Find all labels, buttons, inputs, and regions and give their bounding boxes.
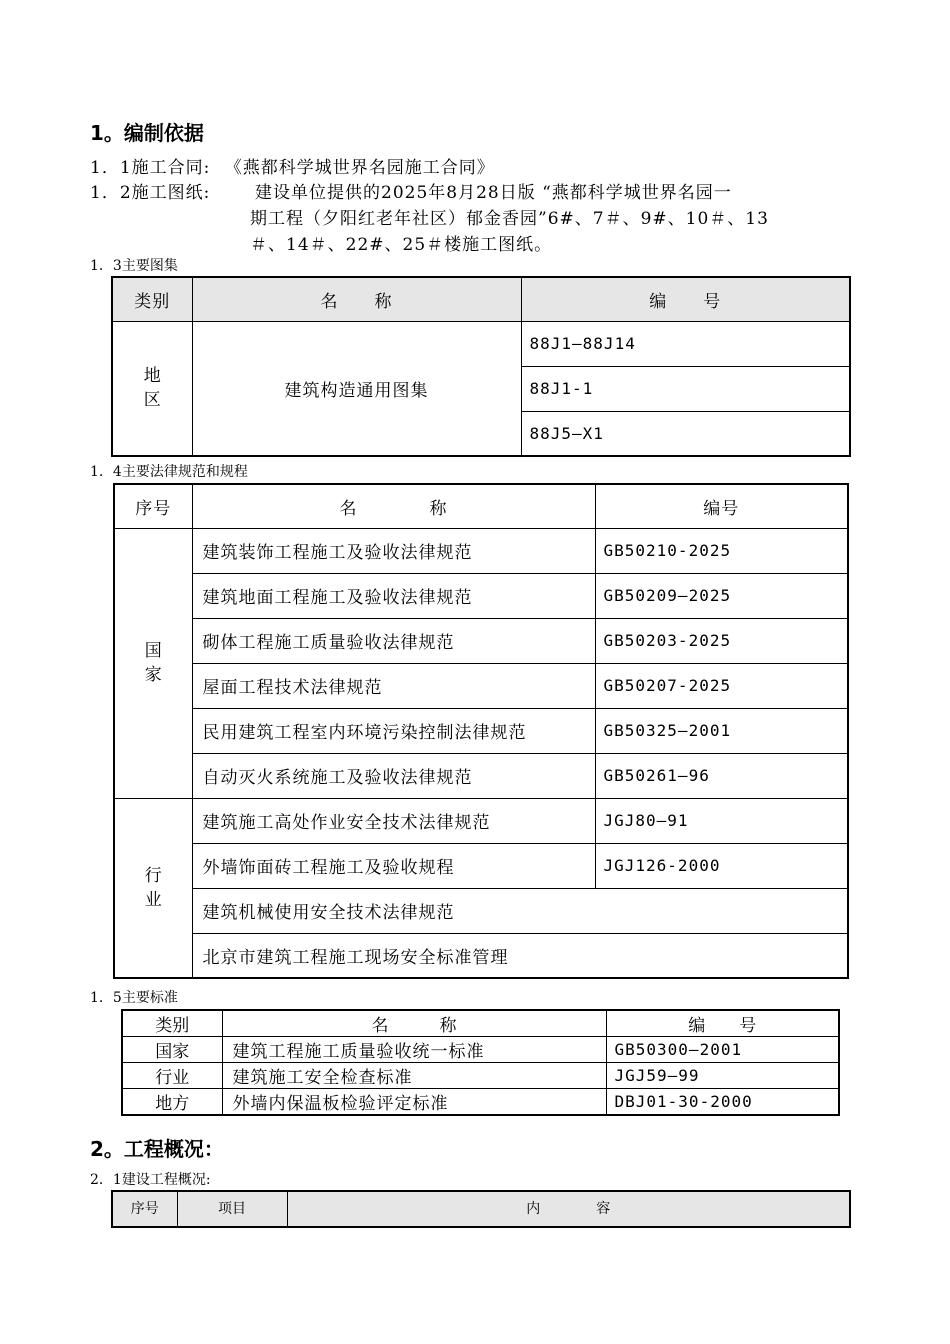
overview-header-content: 内 容	[287, 1191, 850, 1227]
atlas-name: 建筑构造通用图集	[192, 321, 521, 456]
table-row	[114, 798, 848, 843]
contract-label: 1．1施工合同:	[90, 158, 211, 178]
table-row	[114, 753, 848, 798]
laws-header-row	[114, 484, 848, 528]
laws-category-industry	[114, 798, 192, 978]
standards-table	[121, 1009, 840, 1116]
law-code: JGJ80—91	[595, 798, 848, 843]
atlas-header-name: 名 称	[192, 277, 521, 321]
overview-header-row	[112, 1191, 850, 1227]
law-name: 自动灭火系统施工及验收法律规范	[192, 753, 595, 798]
standards-header-name: 名 称	[222, 1010, 606, 1037]
drawings-text-line-2: 期工程（夕阳红老年社区）郁金香园”6#、7＃、9#、10＃、13	[250, 209, 769, 229]
law-code: GB50207-2025	[595, 663, 848, 708]
law-code: GB50210-2025	[595, 528, 848, 573]
law-name: 建筑机械使用安全技术法律规范	[192, 888, 848, 933]
standard-category: 地方	[122, 1089, 222, 1116]
standards-header-code: 编 号	[606, 1010, 839, 1037]
law-name: 北京市建筑工程施工现场安全标准管理	[192, 933, 848, 978]
table-row	[114, 843, 848, 888]
law-name: 建筑地面工程施工及验收法律规范	[192, 573, 595, 618]
law-name: 屋面工程技术法律规范	[192, 663, 595, 708]
drawings-text-line-3: ＃、14＃、22#、25＃楼施工图纸。	[250, 235, 553, 255]
laws-header-code: 编号	[595, 484, 848, 528]
atlas-header-category: 类别	[112, 277, 192, 321]
standard-code: DBJ01-30-2000	[606, 1089, 839, 1116]
table-row	[114, 663, 848, 708]
overview-table	[111, 1190, 851, 1228]
law-code: GB50261—96	[595, 753, 848, 798]
standards-header-row	[122, 1010, 839, 1037]
overview-header-index: 序号	[112, 1191, 177, 1227]
table-row	[122, 1037, 839, 1063]
atlas-header-code: 编 号	[521, 277, 850, 321]
standard-name: 建筑施工安全检查标准	[222, 1063, 606, 1089]
law-name: 砌体工程施工质量验收法律规范	[192, 618, 595, 663]
atlas-code-3: 88J5—X1	[521, 411, 850, 456]
laws-category-national	[114, 528, 192, 798]
contract-line	[90, 153, 495, 178]
laws-category-industry-text: 行业	[144, 865, 162, 910]
laws-caption: 1．4主要法律规范和规程	[90, 464, 248, 480]
law-name: 民用建筑工程室内环境污染控制法律规范	[192, 708, 595, 753]
atlas-code-2: 88J1-1	[521, 366, 850, 411]
standard-category: 行业	[122, 1063, 222, 1089]
standards-header-category: 类别	[122, 1010, 222, 1037]
atlas-category-text: 地区	[143, 366, 161, 411]
overview-caption: 2．1建设工程概况:	[90, 1172, 211, 1188]
laws-header-index: 序号	[114, 484, 192, 528]
law-name: 建筑装饰工程施工及验收法律规范	[192, 528, 595, 573]
standard-code: GB50300—2001	[606, 1037, 839, 1063]
table-row	[122, 1063, 839, 1089]
atlas-header-row	[112, 277, 850, 321]
table-row	[122, 1089, 839, 1116]
atlas-table	[111, 276, 851, 457]
law-code: GB50325—2001	[595, 708, 848, 753]
laws-table	[113, 483, 849, 979]
drawings-label: 1．2施工图纸:	[90, 183, 211, 203]
table-row	[114, 933, 848, 978]
overview-header-item: 项目	[177, 1191, 287, 1227]
law-name: 建筑施工高处作业安全技术法律规范	[192, 798, 595, 843]
standards-caption: 1．5主要标准	[90, 990, 178, 1006]
law-code: GB50209—2025	[595, 573, 848, 618]
table-row	[114, 528, 848, 573]
law-code: GB50203-2025	[595, 618, 848, 663]
contract-text: 《燕都科学城世界名园施工合同》	[224, 158, 495, 178]
standard-name: 建筑工程施工质量验收统一标准	[222, 1037, 606, 1063]
table-row	[114, 888, 848, 933]
table-row	[114, 573, 848, 618]
law-name: 外墙饰面砖工程施工及验收规程	[192, 843, 595, 888]
drawings-text-line-1: 建设单位提供的2025年8月28日版 “燕都科学城世界名园一	[255, 183, 732, 203]
atlas-category	[112, 321, 192, 456]
section-1-title: 1。编制依据	[90, 121, 204, 145]
law-code: JGJ126-2000	[595, 843, 848, 888]
laws-header-name: 名 称	[192, 484, 595, 528]
table-row	[114, 708, 848, 753]
standard-category: 国家	[122, 1037, 222, 1063]
table-row	[114, 618, 848, 663]
atlas-caption: 1．3主要图集	[90, 258, 178, 274]
section-2-title: 2。工程概况：	[90, 1137, 224, 1161]
standard-code: JGJ59—99	[606, 1063, 839, 1089]
standard-name: 外墙内保温板检验评定标准	[222, 1089, 606, 1116]
atlas-code-1: 88J1—88J14	[521, 321, 850, 366]
laws-category-national-text: 国家	[144, 641, 162, 685]
